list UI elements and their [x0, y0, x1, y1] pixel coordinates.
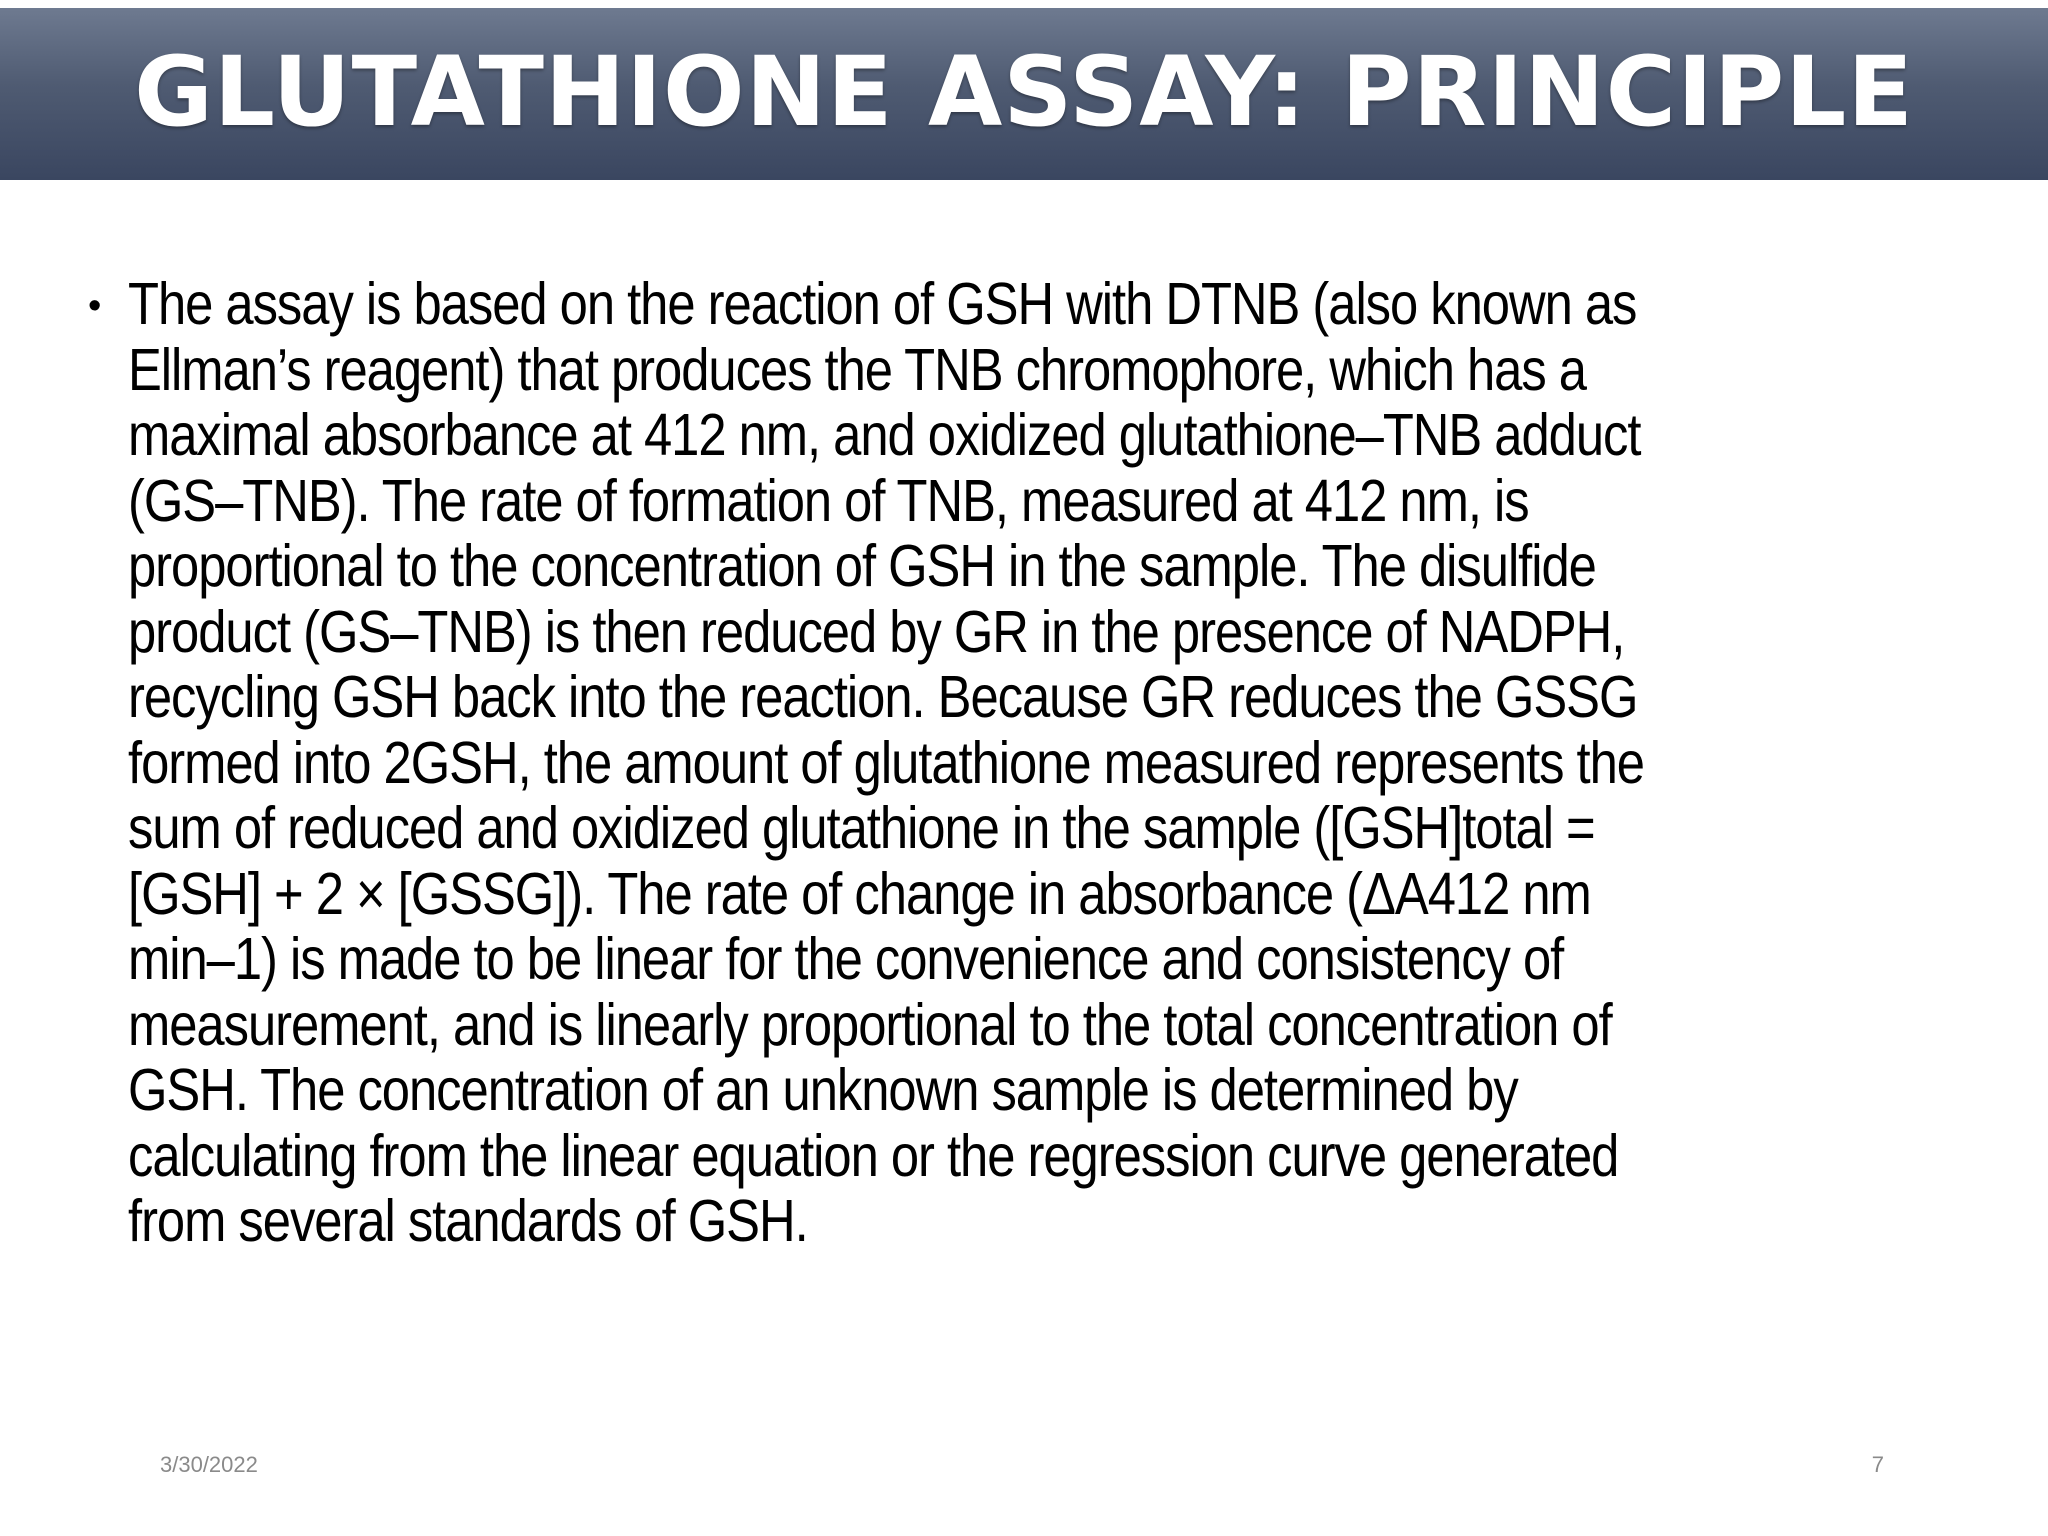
- bullet-icon: •: [88, 285, 102, 327]
- footer-page-number: 7: [1871, 1452, 1884, 1477]
- title-bar: [0, 8, 2048, 180]
- footer-date: 3/30/2022: [160, 1452, 258, 1477]
- bullet-item: [88, 272, 1908, 1255]
- slide-body: [88, 272, 1908, 1255]
- slide-title: GLUTATHIONE ASSAY: PRINCIPLE: [134, 36, 1914, 148]
- bullet-text: The assay is based on the reaction of GSH with DTNB (also known as Ellman’s reagent) that produces the TNB chromophore, which has a maximal absorbance at 412 nm, and oxidized glutathione–TNB adduct (GS–TNB). The rate of formation of TNB, measured at 412 nm, is proportional to the concentration of GSH in the sample. The disulfide product (GS–TNB) is then reduced by GR in the presence of NADPH, recycling GSH back into the reaction. Because GR reduces the GSSG formed into 2GSH, the amount of glutathione measured represents the sum of reduced and oxidized glutathione in the sample ([GSH]total =[GSH] + 2 × [GSSG]). The rate of change in absorbance (ΔA412 nm min–1) is made to be linear for the convenience and consistency of measurement, and is linearly proportional to the total concentration of GSH. The concentration of an unknown sample is determined by calculating from the linear equation or the regression curve generated from several standards of GSH.: [128, 271, 1644, 1254]
